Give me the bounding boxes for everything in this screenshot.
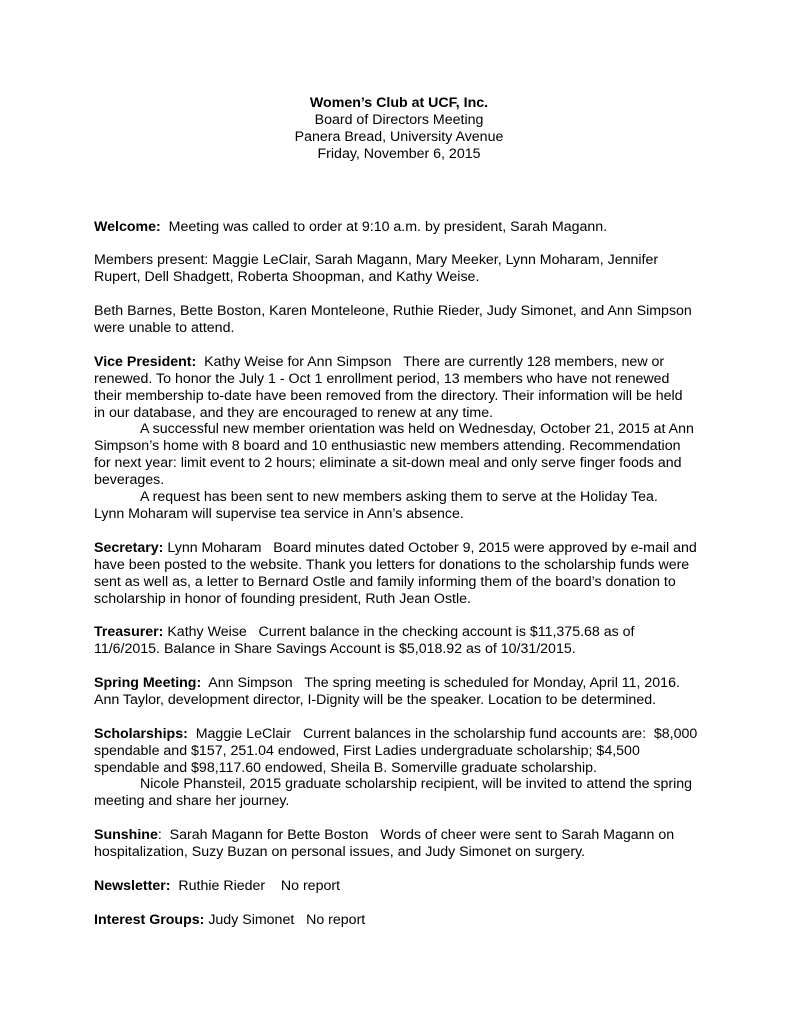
scholarships-line-5: meeting and share her journey. [94, 793, 290, 810]
vp-line-2: renewed. To honor the July 1 - Oct 1 enrollment period, 13 members who have not renewed [94, 370, 670, 387]
members-present-line-2: Rupert, Dell Shadgett, Roberta Shoopman, and Kathy Weise. [94, 269, 480, 286]
meeting-type: Board of Directors Meeting [314, 111, 484, 128]
vp-line-6: Simpson’s home with 8 board and 10 enthusiastic new members attending. Recommendation [94, 438, 681, 455]
scholarships-line-1: Maggie LeClair Current balances in the scholarship fund accounts are: $8,000 [187, 725, 698, 742]
interest-groups-text: Judy Simonet No report [204, 911, 366, 928]
secretary-line-2: have been posted to the website. Thank you letters for donations to the scholarship funds were [94, 556, 690, 573]
vp-line-3: their membership to-date have been removed from the directory. Their information will be held [94, 387, 683, 404]
meeting-date: Friday, November 6, 2015 [317, 145, 481, 162]
secretary-line-1: Lynn Moharam Board minutes dated October 9, 2015 were approved by e-mail and [163, 539, 697, 556]
sunshine-line-2: hospitalization, Suzy Buzan on personal issues, and Judy Simonet on surgery. [94, 844, 586, 861]
absent-line-1: Beth Barnes, Bette Boston, Karen Monteleone, Ruthie Rieder, Judy Simonet, and Ann Simpson [94, 303, 692, 320]
scholarships-label: Scholarships: [94, 725, 188, 742]
treasurer-line-1: Kathy Weise Current balance in the checking account is $11,375.68 as of [163, 624, 635, 641]
secretary-line-4: scholarship in honor of founding president, Ruth Jean Ostle. [94, 590, 471, 607]
scholarships-line-3: spendable and $98,117.60 endowed, Sheila B. Somerville graduate scholarship. [94, 759, 597, 776]
welcome-text: Meeting was called to order at 9:10 a.m. by president, Sarah Magann. [160, 218, 608, 235]
sunshine-section [94, 827, 704, 861]
treasurer-section [94, 624, 704, 658]
vice-president-label: Vice President: [94, 353, 197, 370]
vp-line-4: in our database, and they are encouraged to renew at any time. [94, 404, 494, 421]
minutes-document [94, 95, 704, 945]
scholarships-line-4: Nicole Phansteil, 2015 graduate scholarship recipient, will be invited to attend the spring [140, 776, 693, 793]
document-header [94, 95, 704, 163]
secretary-label: Secretary: [94, 539, 164, 556]
absent-line-2: were unable to attend. [94, 320, 235, 337]
vp-line-10: Lynn Moharam will supervise tea service in Ann’s absence. [94, 505, 464, 522]
secretary-section [94, 540, 704, 608]
welcome-label: Welcome: [94, 218, 161, 235]
sunshine-label: Sunshine [94, 827, 158, 844]
sunshine-line-1: : Sarah Magann for Bette Boston Words of cheer were sent to Sarah Magann on [157, 827, 675, 844]
absent-members-section [94, 303, 704, 337]
spring-meeting-section [94, 675, 704, 709]
newsletter-label: Newsletter: [94, 877, 171, 894]
interest-groups-section [94, 912, 704, 929]
scholarships-section [94, 726, 704, 811]
treasurer-line-2: 11/6/2015. Balance in Share Savings Account is $5,018.92 as of 10/31/2015. [94, 641, 576, 658]
meeting-location: Panera Bread, University Avenue [294, 128, 504, 145]
newsletter-text: Ruthie Rieder No report [170, 877, 341, 894]
vp-line-7: for next year: limit event to 2 hours; eliminate a sit-down meal and only serve finger foods and [94, 455, 682, 472]
vice-president-section [94, 354, 704, 523]
treasurer-label: Treasurer: [94, 624, 164, 641]
spring-meeting-line-1: Ann Simpson The spring meeting is scheduled for Monday, April 11, 2016. [201, 675, 680, 691]
members-present-line-1: Members present: Maggie LeClair, Sarah Magann, Mary Meeker, Lynn Moharam, Jennifer [94, 252, 659, 269]
vp-line-1: Kathy Weise for Ann Simpson There are currently 128 members, new or [196, 353, 665, 370]
spring-meeting-label: Spring Meeting: [94, 675, 202, 691]
spring-meeting-line-2: Ann Taylor, development director, I-Dignity will be the speaker. Location to be determined. [94, 691, 657, 708]
members-present-section [94, 252, 704, 286]
organization-name: Women’s Club at UCF, Inc. [309, 95, 489, 111]
scholarships-line-2: spendable and $157, 251.04 endowed, First Ladies undergraduate scholarship; $4,500 [94, 742, 640, 759]
secretary-line-3: sent as well as, a letter to Bernard Ostle and family informing them of the board’s donation to [94, 573, 676, 590]
vp-line-9: A request has been sent to new members asking them to serve at the Holiday Tea. [140, 489, 658, 506]
vp-line-5: A successful new member orientation was held on Wednesday, October 21, 2015 at Ann [140, 421, 694, 438]
interest-groups-label: Interest Groups: [94, 911, 205, 928]
vp-line-8: beverages. [94, 472, 165, 489]
newsletter-section [94, 878, 704, 895]
welcome-section [94, 219, 704, 236]
